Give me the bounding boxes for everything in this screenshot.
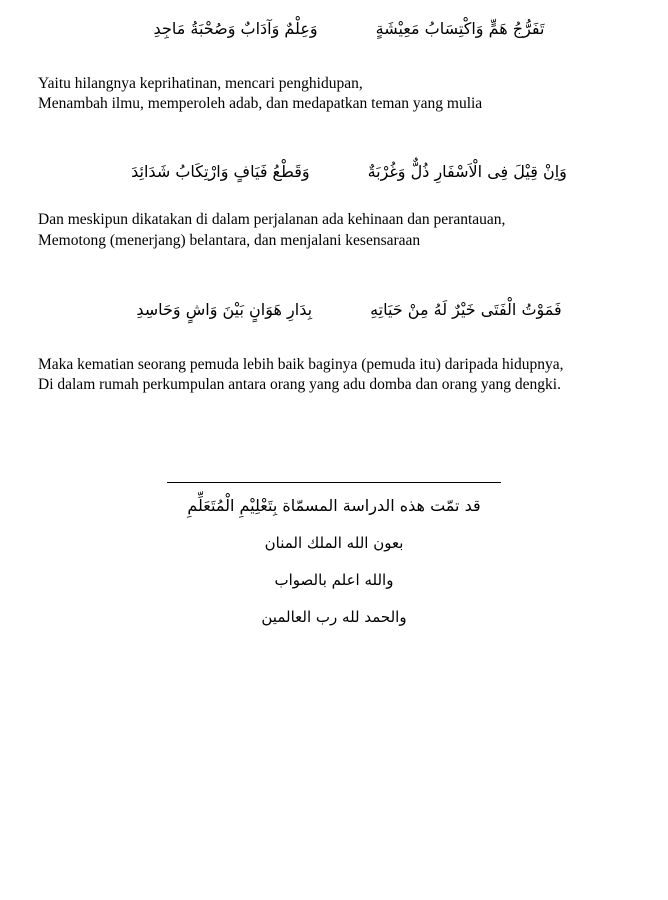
- translation-line: Memotong (menerjang) belantara, dan menjalani kesensaraan: [38, 231, 421, 249]
- arabic-hemistich-left: وَعِلْمٌ وَآدَابٌ وَصُحْبَةُ مَاجِدِ: [153, 19, 318, 38]
- translation-line: Yaitu hilangnya keprihatinan, mencari penghidupan,: [38, 74, 363, 92]
- translation-paragraph-1: [38, 74, 628, 115]
- arabic-hemistich-right: فَمَوْتُ الْفَتَى خَيْرٌ لَهُ مِنْ حَيَاتِهِ: [370, 300, 562, 319]
- translation-paragraph-2: [38, 210, 628, 251]
- translation-line: Dan meskipun dikatakan di dalam perjalanan ada kehinaan dan perantauan,: [38, 211, 506, 229]
- arabic-hemistich-left: بِدَارِ هَوَانٍ بَيْنَ وَاشٍ وَحَاسِدِ: [136, 300, 313, 319]
- arabic-couplet-1: [0, 0, 668, 42]
- closing-line: بعون الله الملك المنان: [264, 533, 404, 552]
- arabic-hemistich-right: تَفَرُّجُ هَمٍّ وَاكْتِسَابُ مَعِيْشَةٍ: [375, 19, 545, 38]
- translation-line: Maka kematian seorang pemuda lebih baik baginya (pemuda itu) daripada hidupnya,: [38, 355, 564, 373]
- closing-line: والحمد لله رب العالمين: [261, 607, 407, 626]
- closing-line: والله اعلم بالصواب: [274, 570, 394, 589]
- arabic-hemistich-left: وَقَطْعُ فَيَافٍ وَارْتِكَابُ شَدَائِدَ: [131, 161, 310, 181]
- closing-line: قد تمّت هذه الدراسة المسمّاة بِتَعْلِيْمِ الْمُتَعَلِّمِ: [187, 495, 481, 515]
- arabic-couplet-2: [0, 159, 668, 185]
- arabic-hemistich-right: وَاِنْ قِيْلَ فِى الْاَسْفَارِ ذُلٌّ وَغُرْبَةٌ: [367, 161, 567, 181]
- translation-line: Menambah ilmu, memperoleh adab, dan medapatkan teman yang mulia: [38, 95, 483, 113]
- section-divider: [167, 482, 501, 483]
- translation-line: Di dalam rumah perkumpulan antara orang yang adu domba dan orang yang dengki.: [38, 376, 561, 394]
- arabic-couplet-3: [0, 297, 668, 323]
- translation-paragraph-3: [38, 355, 628, 396]
- closing-colophon: [0, 495, 668, 628]
